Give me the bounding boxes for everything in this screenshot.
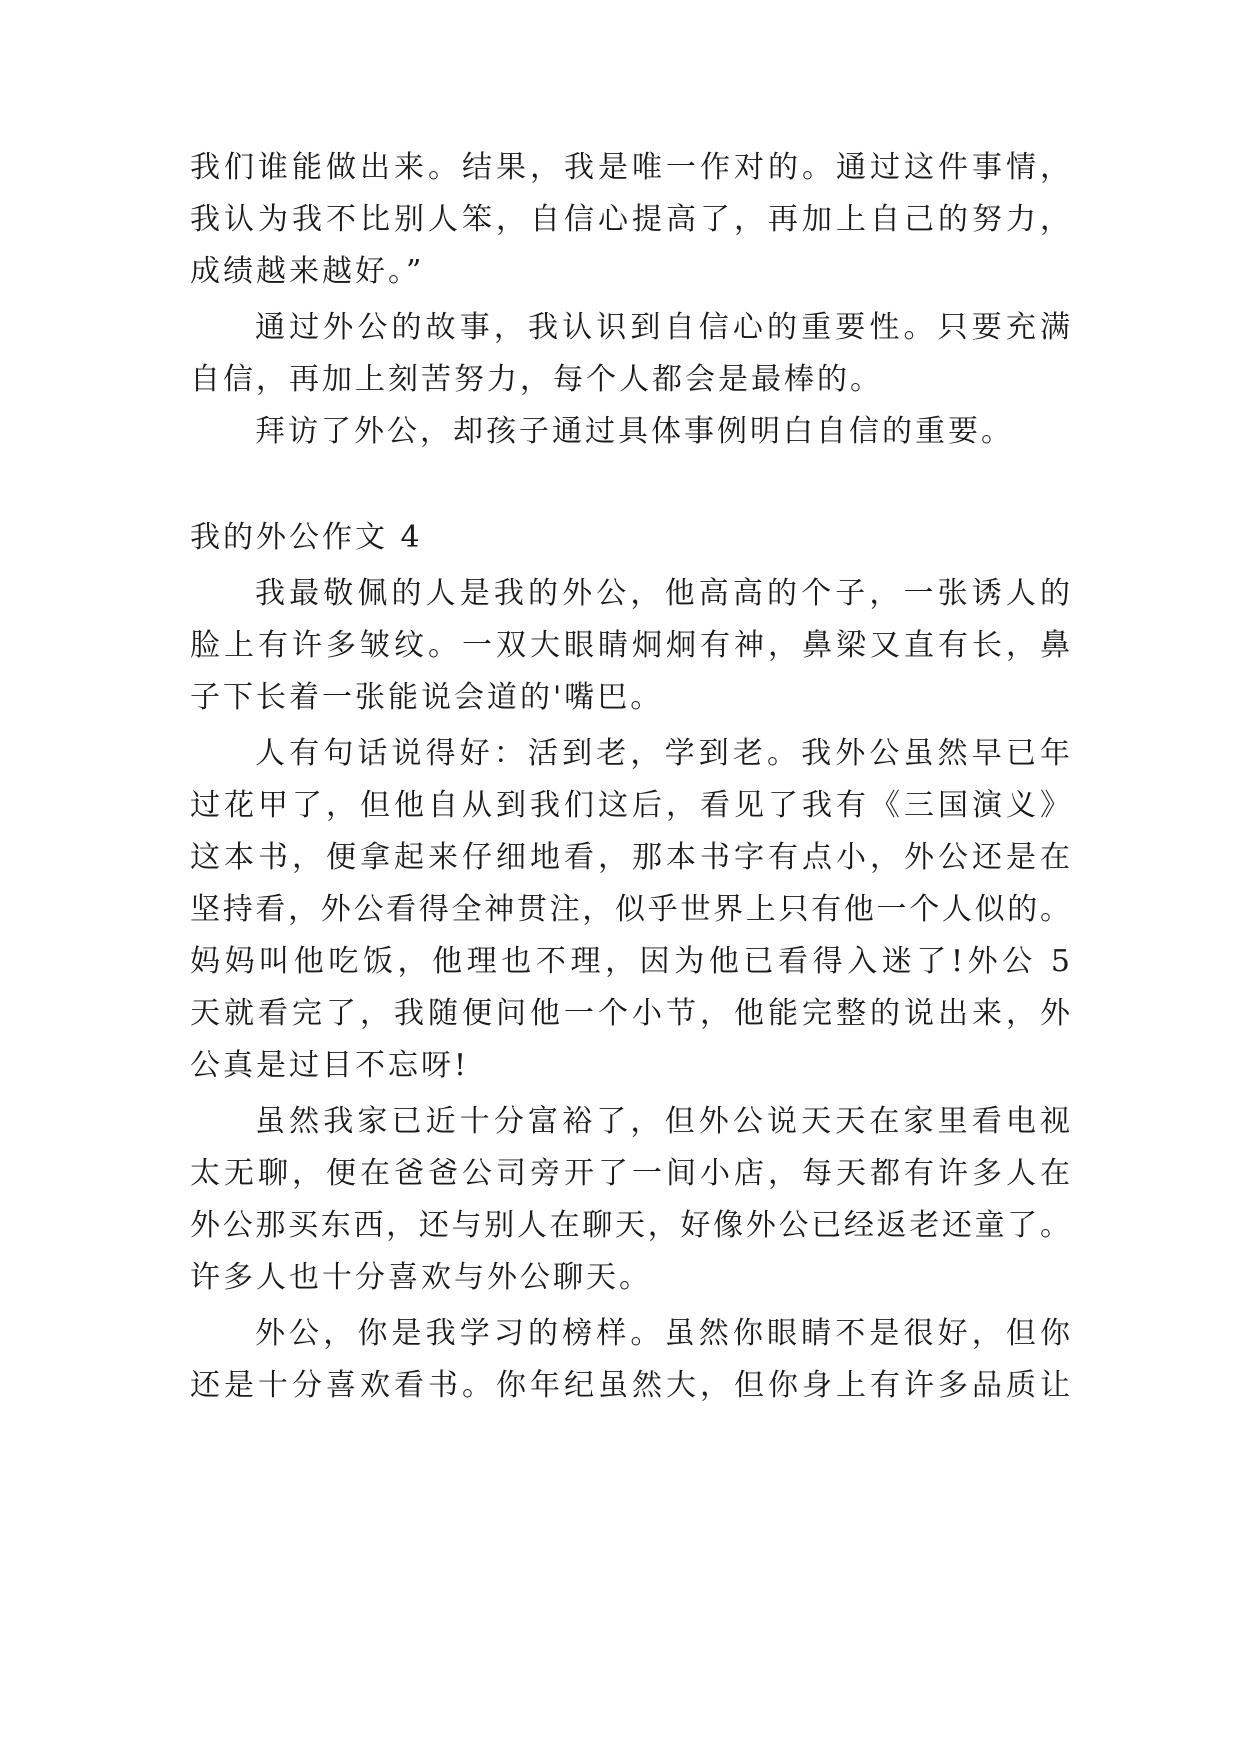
paragraph-first-line: 我最敬佩的人是我的外公，他高高的个子，一张诱人的 [255,576,1070,611]
text-line: 外公那买东西，还与别人在聊天，好像外公已经返老还童了。 [190,1208,1070,1243]
text-line: 过花甲了，但他自从到我们这后，看见了我有《三国演义》 [190,788,1070,823]
text-line: 我认为我不比别人笨，自信心提高了，再加上自己的努力， [190,202,1070,237]
text-line: 脸上有许多皱纹。一双大眼睛炯炯有神，鼻梁又直有长，鼻 [190,628,1070,663]
text-line: 还是十分喜欢看书。你年纪虽然大，但你身上有许多品质让 [190,1368,1070,1403]
text-line: 坚持看，外公看得全神贯注，似乎世界上只有他一个人似的。 [190,892,1070,927]
text-line: 我们谁能做出来。结果，我是唯一作对的。通过这件事情， [190,150,1070,185]
text-line: 公真是过目不忘呀! [190,1048,470,1083]
paragraph-first-line: 拜访了外公，却孩子通过具体事例明白自信的重要。 [255,414,1014,449]
paragraph-first-line: 虽然我家已近十分富裕了，但外公说天天在家里看电视 [255,1104,1070,1139]
text-line: 许多人也十分喜欢与外公聊天。 [190,1260,652,1295]
section-heading: 我的外公作文 4 [190,520,423,555]
text-line: 成绩越来越好。” [190,254,425,289]
text-line: 这本书，便拿起来仔细地看，那本书字有点小，外公还是在 [190,840,1070,875]
text-line: 天就看完了，我随便问他一个小节，他能完整的说出来，外 [190,996,1070,1031]
text-line: 妈妈叫他吃饭，他理也不理，因为他已看得入迷了!外公 5 [190,944,1070,979]
paragraph-first-line: 通过外公的故事，我认识到自信心的重要性。只要充满 [255,310,1070,345]
text-line: 自信，再加上刻苦努力，每个人都会是最棒的。 [190,362,883,397]
paragraph-first-line: 人有句话说得好：活到老，学到老。我外公虽然早已年 [255,736,1070,771]
text-line: 太无聊，便在爸爸公司旁开了一间小店，每天都有许多人在 [190,1156,1070,1191]
text-line: 子下长着一张能说会道的'嘴巴。 [190,680,664,715]
paragraph-first-line: 外公，你是我学习的榜样。虽然你眼睛不是很好，但你 [255,1316,1070,1351]
